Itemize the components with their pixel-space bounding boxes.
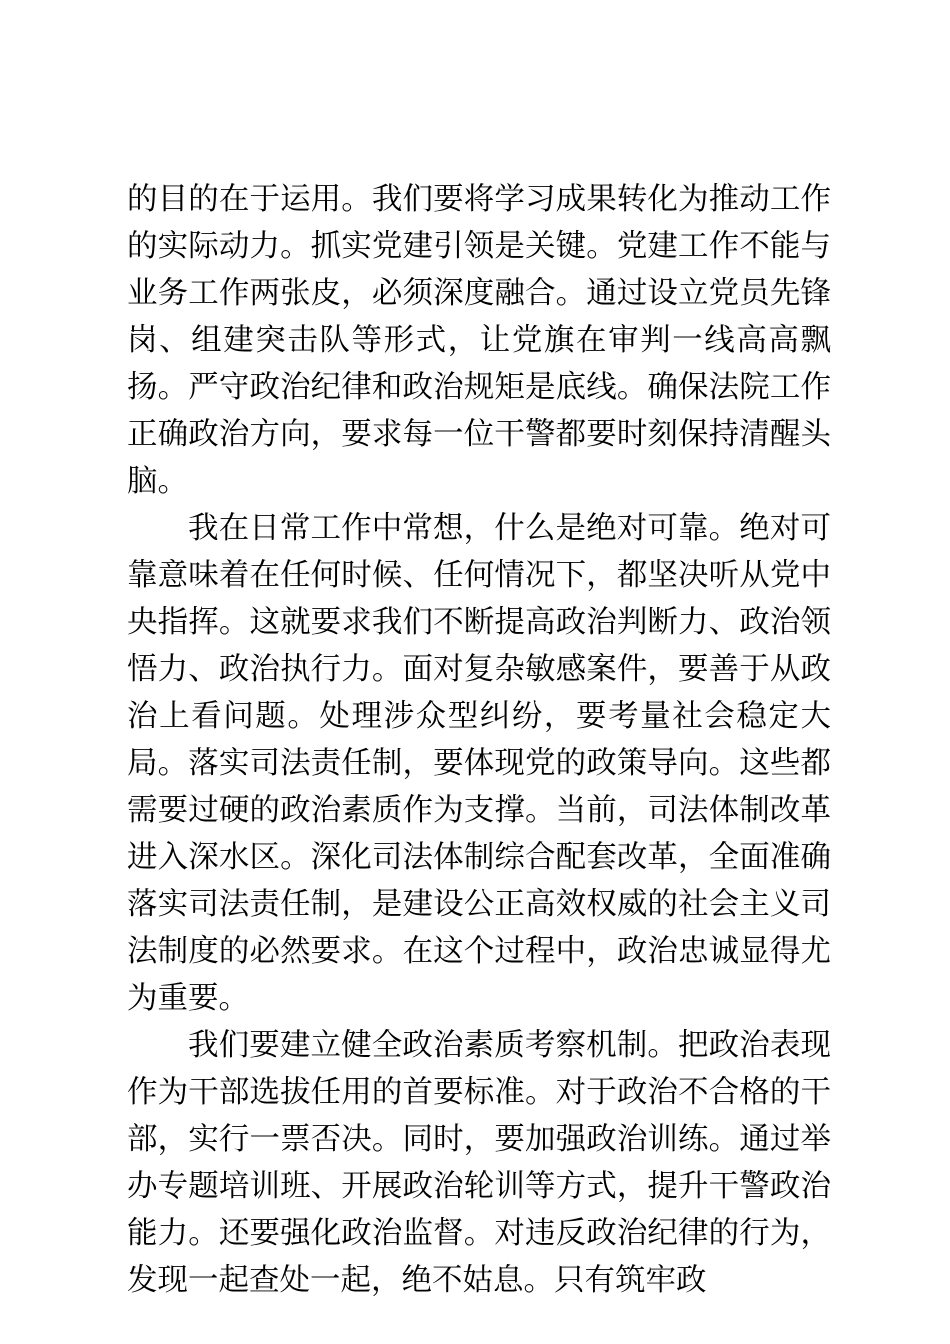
paragraph-2: 我在日常工作中常想，什么是绝对可靠。绝对可靠意味着在任何时候、任何情况下，都坚决听从党中央指挥。这就要求我们不断提高政治判断力、政治领悟力、政治执行力。面对复杂敏感案件，要善于从政治上看问题。处理涉众型纠纷，要考量社会稳定大局。落实司法责任制，要体现党的政策导向。这些都需要过硬的政治素质作为支撑。当前，司法体制改革进入深水区。深化司法体制综合配套改革，全面准确落实司法责任制，是建设公正高效权威的社会主义司法制度的必然要求。在这个过程中，政治忠诚显得尤为重要。: [127, 511, 831, 1015]
document-text-body: [127, 176, 831, 1304]
paragraph-1: 的目的在于运用。我们要将学习成果转化为推动工作的实际动力。抓实党建引领是关键。党建工作不能与业务工作两张皮，必须深度融合。通过设立党员先锋岗、组建突击队等形式，让党旗在审判一线高高飘扬。严守政治纪律和政治规矩是底线。确保法院工作正确政治方向，要求每一位干警都要时刻保持清醒头脑。: [127, 182, 831, 498]
paragraph-3: 我们要建立健全政治素质考察机制。把政治表现作为干部选拔任用的首要标准。对于政治不合格的干部，实行一票否决。同时，要加强政治训练。通过举办专题培训班、开展政治轮训等方式，提升干警政治能力。还要强化政治监督。对违反政治纪律的行为，发现一起查处一起，绝不姑息。只有筑牢政: [127, 1028, 831, 1297]
